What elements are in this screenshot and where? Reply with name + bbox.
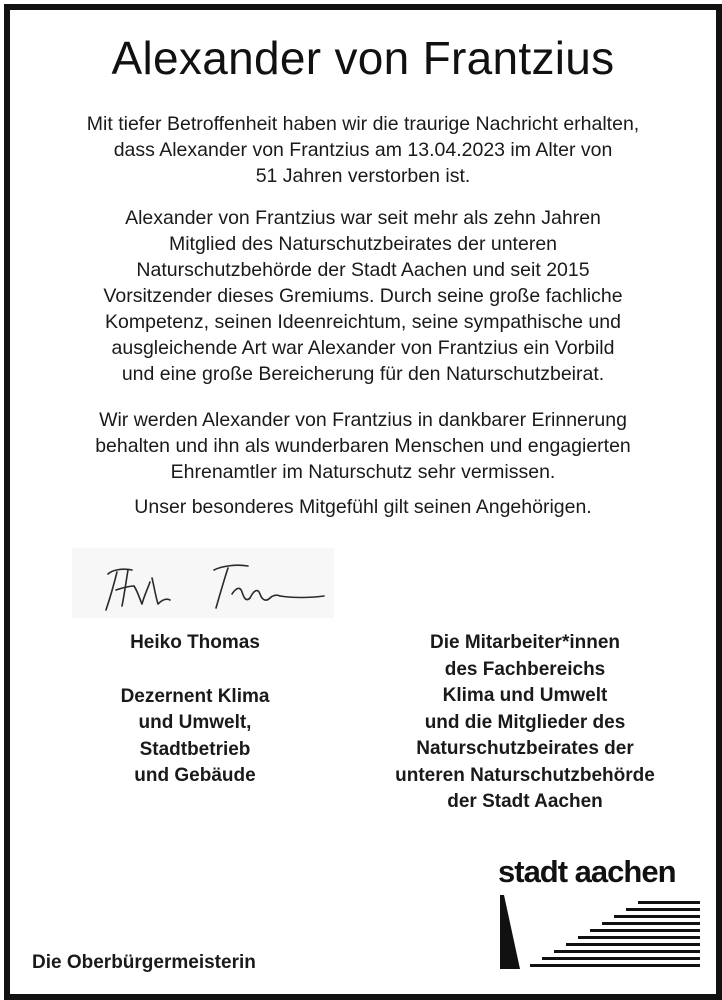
text-line: Kompetenz, seinen Ideenreichtum, seine sympathische und [105,311,621,333]
signatory-role-line: Stadtbetrieb [139,738,251,760]
staff-line: unteren Naturschutzbehörde [395,764,655,786]
staff-line: der Stadt Aachen [447,791,603,812]
paragraph-remembrance [40,407,686,485]
staff-line: Die Mitarbeiter*innen [429,632,621,653]
staff-line: und die Mitglieder des [424,711,626,733]
text-line: 51 Jahren verstorben ist. [255,165,471,187]
mayor-signoff: Die Oberbürgermeisterin [32,952,256,973]
handwritten-signature [72,548,334,618]
city-logo [498,855,703,975]
paragraph-biography [40,205,686,387]
logo-stripes-icon [498,895,703,975]
logo-wordmark: stadt aachen [498,854,676,889]
paragraph-condolence [40,494,686,520]
signatory-role-line: und Umwelt, [138,712,252,733]
staff-line: Klima und Umwelt [442,685,608,706]
text-line: Alexander von Frantzius war seit mehr als zehn Jahren [125,207,601,229]
text-line: ausgleichende Art war Alexander von Frantzius ein Vorbild [111,337,615,359]
staff-block [350,630,700,816]
text-line: behalten und ihn als wunderbaren Menschen und engagierten [95,435,631,457]
text-line: Wir werden Alexander von Frantzius in dankbarer Erinnerung [99,409,627,431]
text-line: Vorsitzender dieses Gremiums. Durch seine große fachliche [103,285,623,307]
text-line: Mit tiefer Betroffenheit haben wir die traurige Nachricht erhalten, [86,113,640,135]
signatory-role-line: und Gebäude [134,765,256,786]
signatory-block [80,630,310,790]
staff-line: des Fachbereichs [444,658,606,680]
obituary-notice [4,4,722,1000]
text-line: Mitglied des Naturschutzbeirates der unteren [168,233,558,255]
text-line: dass Alexander von Frantzius am 13.04.2023 im Alter von [113,139,613,161]
staff-line: Naturschutzbeirates der [416,738,634,759]
text-line: und eine große Bereicherung für den Naturschutzbeirat. [121,363,605,385]
notice-title: Alexander von Frantzius [111,32,615,84]
signatory-name: Heiko Thomas [130,632,260,653]
text-line: Ehrenamtler im Naturschutz sehr vermissen. [170,461,556,483]
text-line: Naturschutzbehörde der Stadt Aachen und seit 2015 [136,259,590,281]
paragraph-announcement [40,111,686,189]
text-line: Unser besonderes Mitgefühl gilt seinen Angehörigen. [134,496,592,518]
signatory-role-line: Dezernent Klima [120,685,270,707]
